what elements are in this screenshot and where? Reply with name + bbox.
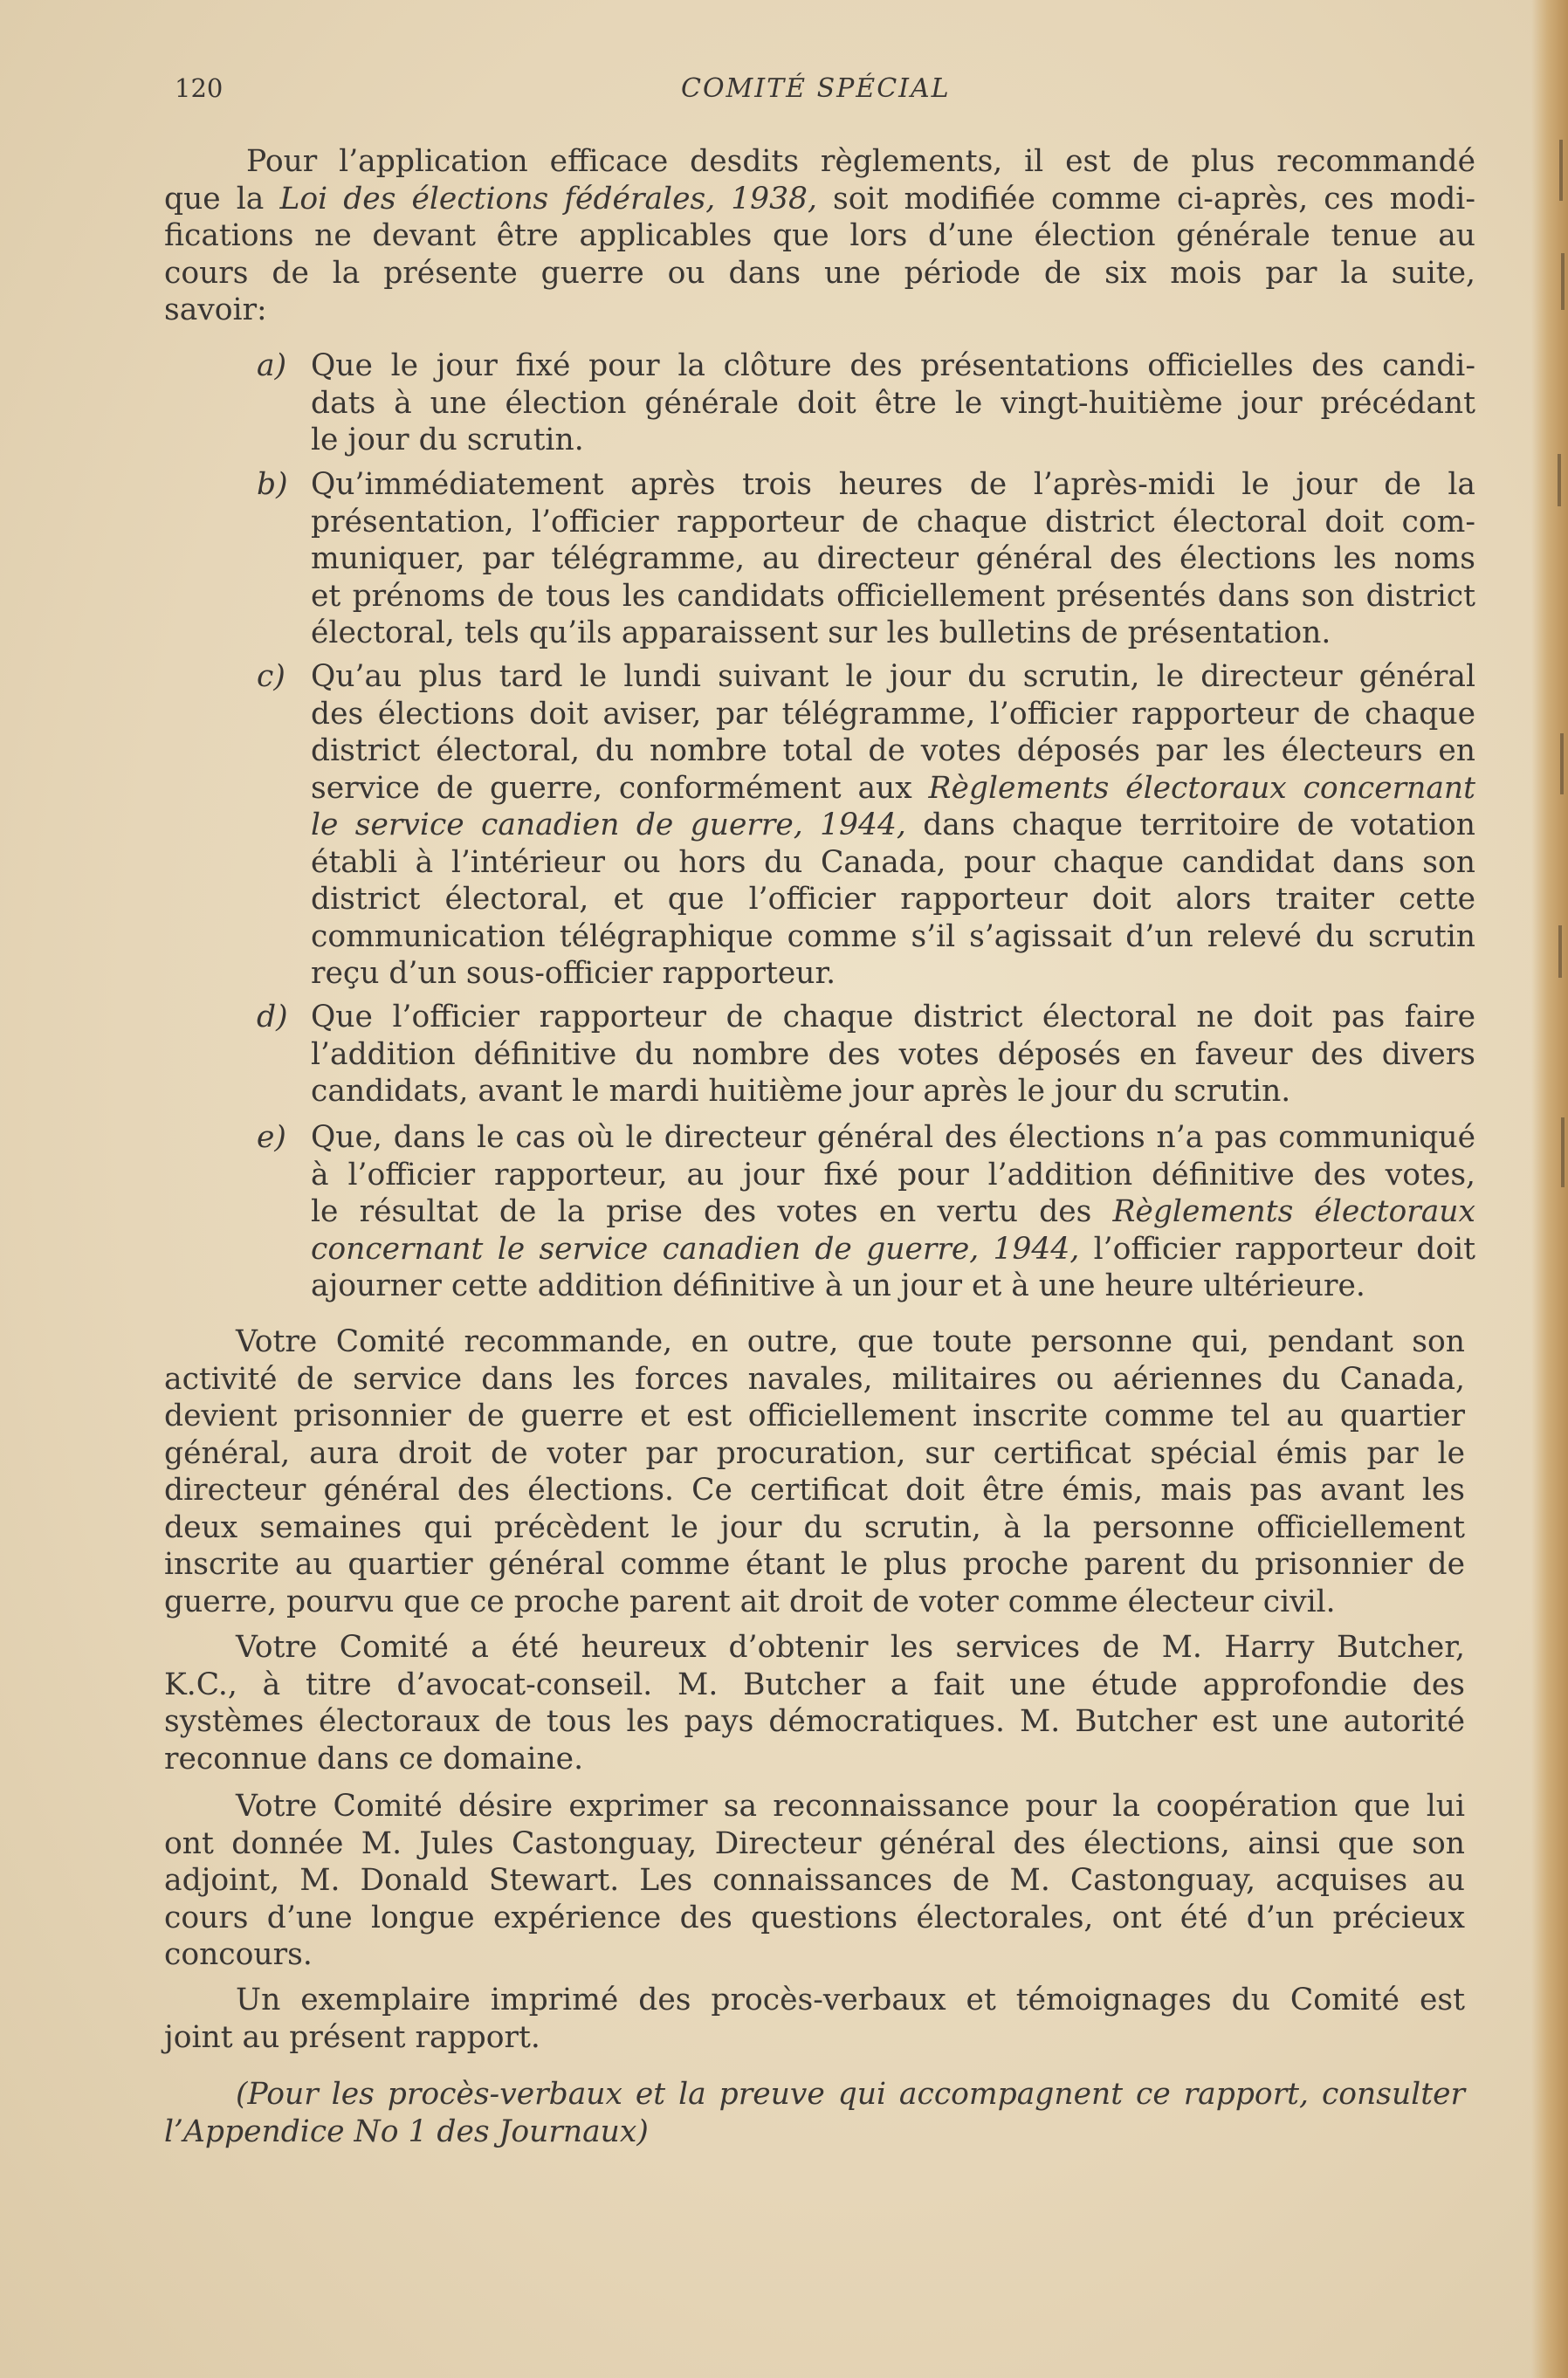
closing-note: [164, 2076, 1465, 2150]
text-line: district électoral, du nombre total de votes déposés par les électeurs en: [311, 733, 1475, 768]
page-edge-shadow: [1531, 0, 1568, 2378]
text-line: l’addition définitive du nombre des votes déposés en faveur des divers: [311, 1036, 1475, 1072]
text-line: Pour l’application efficace desdits règlements, il est de plus recommandé: [246, 144, 1475, 179]
text-line: Qu’immédiatement après trois heures de l’après-midi le jour de la: [311, 467, 1475, 502]
text-line: communication télégraphique comme s’il s’agissait d’un relevé du scrutin: [311, 918, 1475, 954]
text-line: service de guerre, conformément aux Règlements électoraux concernant: [311, 770, 1475, 806]
page-number: 120: [175, 73, 224, 103]
text-line: district électoral, et que l’officier rapporteur doit alors traiter cette: [311, 882, 1475, 917]
running-title: COMITÉ SPÉCIAL: [681, 73, 951, 104]
text-line: à l’officier rapporteur, au jour fixé pour l’addition définitive des votes,: [311, 1157, 1475, 1192]
edge-mark: [1560, 733, 1564, 794]
text-line: deux semaines qui précèdent le jour du scrutin, à la personne officiellement: [164, 1509, 1465, 1545]
text-line: systèmes électoraux de tous les pays démocratiques. M. Butcher est une autorité: [164, 1704, 1465, 1739]
item-letter: e): [257, 1120, 286, 1155]
list-item-b: [257, 466, 1475, 652]
text-line: général, aura droit de voter par procuration, sur certificat spécial émis par le: [164, 1435, 1465, 1471]
italic-title: Règlements électoraux: [1112, 1194, 1475, 1229]
text-line: présentation, l’officier rapporteur de chaque district électoral doit com-: [311, 504, 1475, 540]
italic-title: Loi des élections fédérales, 1938,: [279, 181, 817, 216]
text-line: établi à l’intérieur ou hors du Canada, pour chaque candidat dans son: [311, 844, 1475, 880]
item-letter: c): [257, 659, 285, 694]
edge-mark: [1558, 454, 1561, 506]
text-line: le résultat de la prise des votes en vertu des Règlements électoraux: [311, 1194, 1475, 1229]
text-line: Votre Comité désire exprimer sa reconnaissance pour la coopération que lui: [236, 1789, 1465, 1824]
text-line: Que le jour fixé pour la clôture des présentations officielles des candi-: [311, 348, 1475, 383]
list-item-a: [257, 347, 1475, 459]
text-line: activité de service dans les forces navales, militaires ou aériennes du Canada,: [164, 1361, 1465, 1397]
text-line: inscrite au quartier général comme étant le plus proche parent du prisonnier de: [164, 1547, 1465, 1582]
text-line: ont donnée M. Jules Castonguay, Directeur général des élections, ainsi que son: [164, 1825, 1465, 1861]
text-line: Votre Comité a été heureux d’obtenir les services de M. Harry Butcher,: [236, 1630, 1465, 1665]
list-item-c: [257, 658, 1475, 993]
edge-mark: [1561, 1117, 1565, 1187]
text-line: reçu d’un sous-officier rapporteur.: [311, 956, 836, 991]
item-letter: b): [257, 467, 288, 502]
edge-mark: [1561, 253, 1565, 310]
text-line: fications ne devant être applicables que lors d’une élection générale tenue au: [164, 218, 1475, 253]
text-line: et prénoms de tous les candidats officiellement présentés dans son district: [311, 578, 1475, 614]
text-line: directeur général des élections. Ce certificat doit être émis, mais pas avant les: [164, 1473, 1465, 1508]
text-line: Votre Comité recommande, en outre, que toute personne qui, pendant son: [236, 1324, 1465, 1359]
text-line: électoral, tels qu’ils apparaissent sur les bulletins de présentation.: [311, 615, 1331, 650]
body-paragraph: [164, 1323, 1465, 1620]
item-letter: a): [257, 348, 287, 383]
text-line: K.C., à titre d’avocat-conseil. M. Butcher a fait une étude approfondie des: [164, 1667, 1465, 1702]
body-paragraph: [164, 1982, 1465, 2056]
edge-mark: [1559, 140, 1563, 201]
text-line: (Pour les procès-verbaux et la preuve qui accompagnent ce rapport, consulter: [236, 2077, 1465, 2112]
text-line: des élections doit aviser, par télégramme, l’officier rapporteur de chaque: [311, 696, 1475, 732]
text-line: joint au présent rapport.: [164, 2019, 540, 2055]
text-line: Que, dans le cas où le directeur général des élections n’a pas communiqué: [311, 1120, 1475, 1155]
text-line: savoir:: [164, 292, 267, 327]
text-line: concernant le service canadien de guerre, 1944, l’officier rapporteur doit: [311, 1231, 1475, 1267]
text-line: dats à une élection générale doit être le vingt-huitième jour précédant: [311, 385, 1475, 421]
intro-paragraph: [164, 143, 1475, 329]
text-line: que la Loi des élections fédérales, 1938, soit modifiée comme ci-après, ces modi-: [164, 181, 1475, 216]
text-line: cours de la présente guerre ou dans une période de six mois par la suite,: [164, 255, 1475, 291]
italic-title: le service canadien de guerre, 1944,: [311, 808, 906, 842]
text-line: l’Appendice No 1 des Journaux): [164, 2113, 649, 2149]
text-line: ajourner cette addition définitive à un jour et à une heure ultérieure.: [311, 1268, 1365, 1303]
text-line: adjoint, M. Donald Stewart. Les connaissances de M. Castonguay, acquises au: [164, 1863, 1465, 1898]
item-letter: d): [257, 1000, 288, 1034]
text-line: guerre, pourvu que ce proche parent ait droit de voter comme électeur civil.: [164, 1584, 1336, 1619]
list-item-d: [257, 999, 1475, 1110]
text-line: candidats, avant le mardi huitième jour après le jour du scrutin.: [311, 1074, 1291, 1109]
text-line: concours.: [164, 1937, 313, 1972]
italic-title: Règlements électoraux concernant: [928, 770, 1475, 806]
list-item-e: [257, 1119, 1475, 1305]
text-line: muniquer, par télégramme, au directeur général des élections les noms: [311, 541, 1475, 576]
text-line: le service canadien de guerre, 1944, dans chaque territoire de votation: [311, 808, 1475, 842]
page-header: [175, 73, 1484, 112]
body-paragraph: [164, 1788, 1465, 1974]
text-line: Que l’officier rapporteur de chaque district électoral ne doit pas faire: [311, 1000, 1475, 1034]
text-line: le jour du scrutin.: [311, 423, 584, 457]
edge-mark: [1558, 925, 1562, 978]
text-line: Qu’au plus tard le lundi suivant le jour du scrutin, le directeur général: [311, 659, 1475, 694]
italic-title: concernant le service canadien de guerre, 1944,: [311, 1231, 1080, 1267]
text-line: cours d’une longue expérience des questions électorales, ont été d’un précieux: [164, 1900, 1465, 1935]
body-paragraph: [164, 1629, 1465, 1777]
text-line: Un exemplaire imprimé des procès-verbaux et témoignages du Comité est: [236, 1983, 1465, 2017]
text-line: devient prisonnier de guerre et est officiellement inscrite comme tel au quartier: [164, 1399, 1465, 1433]
text-line: reconnue dans ce domaine.: [164, 1741, 584, 1777]
